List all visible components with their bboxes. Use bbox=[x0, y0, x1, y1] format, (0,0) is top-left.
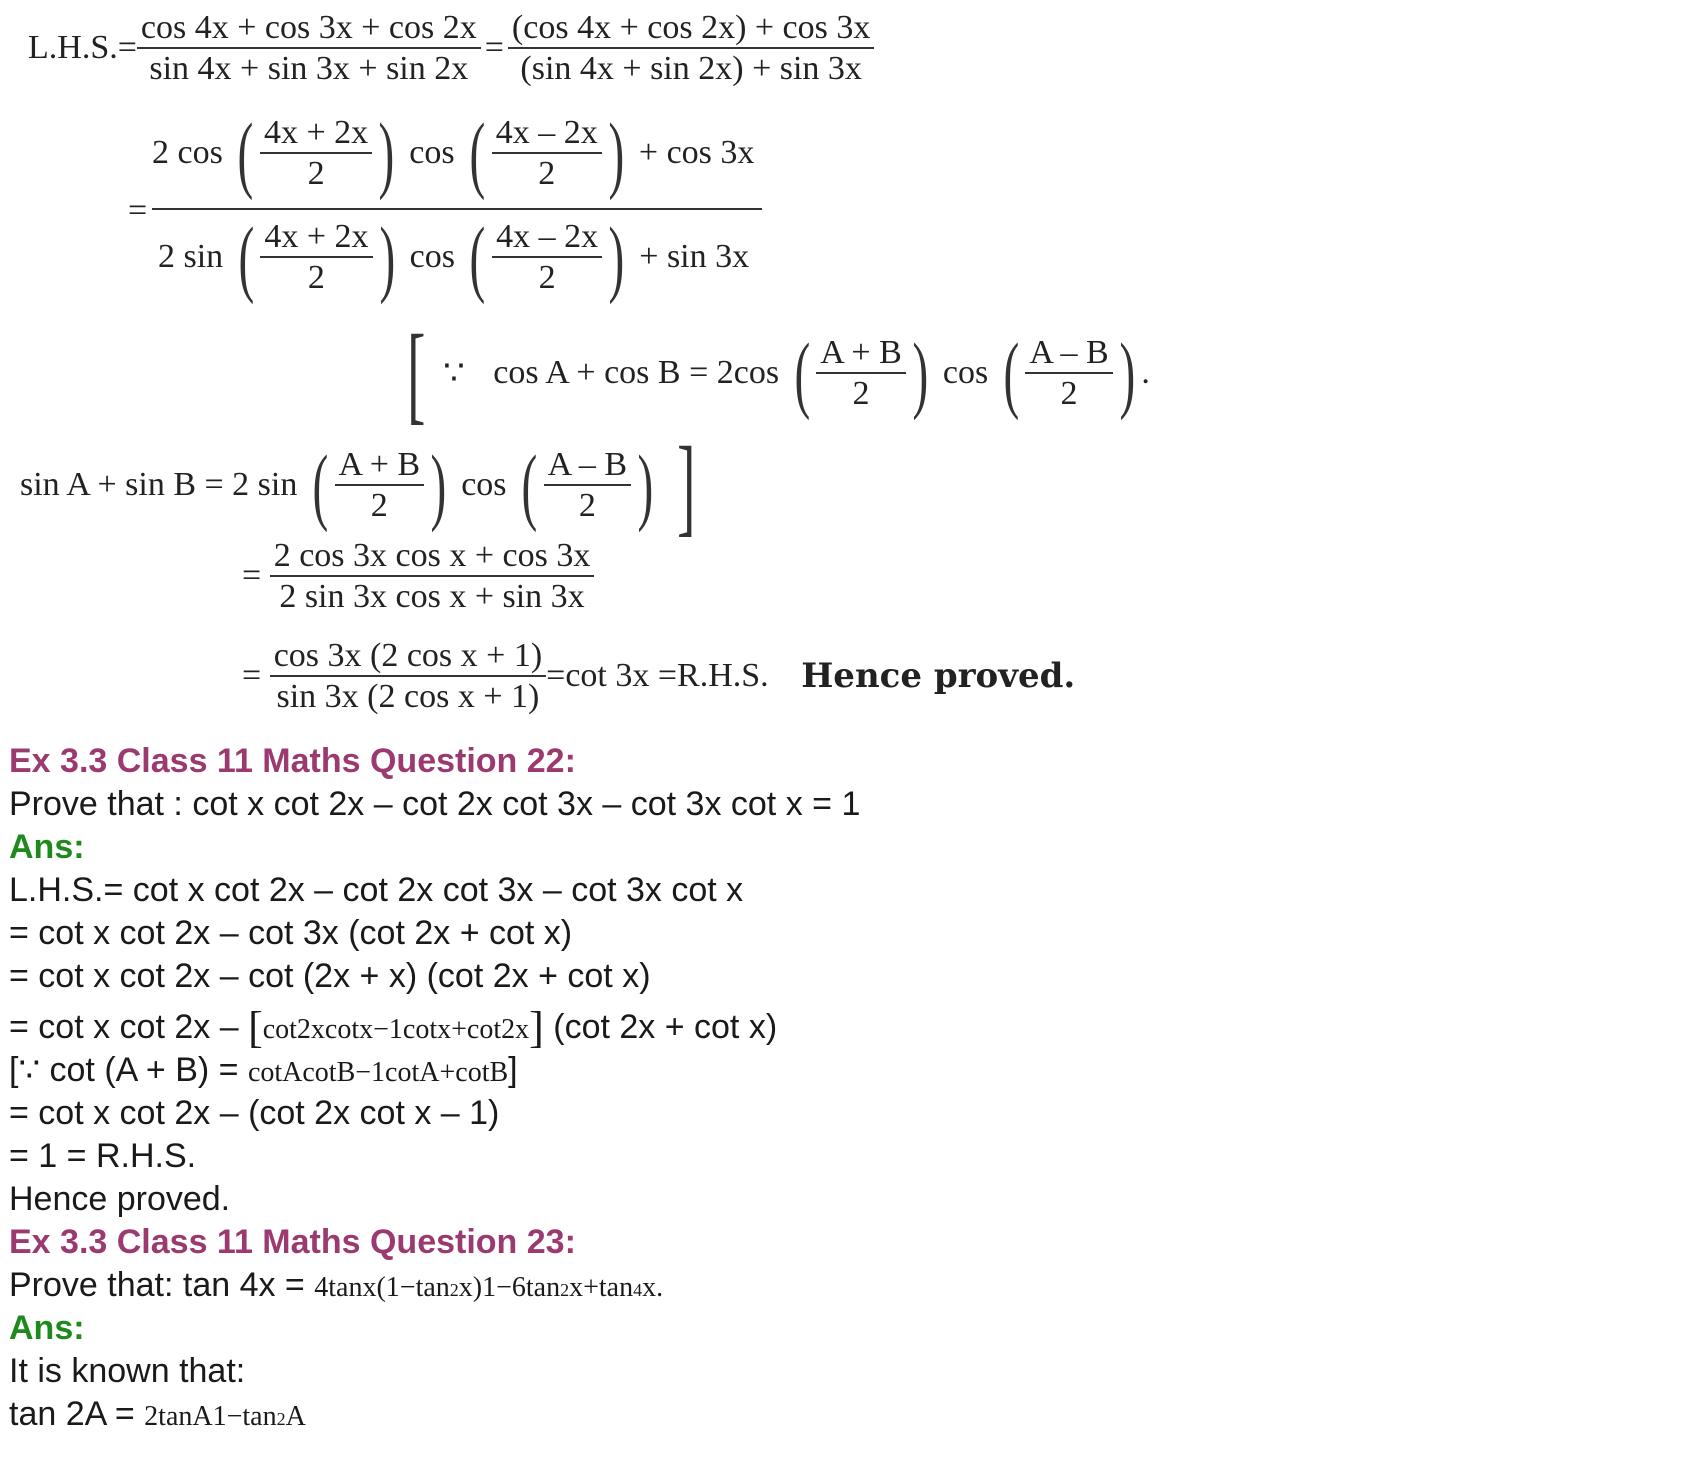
fraction-2-denominator: (sin 4x + sin 2x) + sin 3x bbox=[508, 47, 874, 88]
fraction-4-denominator: sin 3x (2 cos x + 1) bbox=[270, 675, 546, 716]
paren-close-icon: ) bbox=[637, 437, 654, 533]
equals-sign: = bbox=[128, 192, 148, 229]
q22-line-4 bbox=[9, 1002, 777, 1053]
q22-line-8: Hence proved. bbox=[9, 1180, 231, 1218]
paren-open-icon: ( bbox=[794, 325, 810, 421]
q22-line-5 bbox=[9, 1050, 518, 1090]
q23-line-2-pre: tan 2A = bbox=[9, 1395, 145, 1433]
frac-b-num: 4x – 2x bbox=[495, 113, 598, 151]
paren-open-icon: ( bbox=[521, 437, 538, 533]
frac-b-num: 4x – 2x bbox=[496, 217, 599, 255]
frac-a bbox=[260, 217, 372, 297]
equals-sign: = bbox=[242, 557, 262, 595]
formula-part: x+tan bbox=[569, 1272, 634, 1303]
bracket-open-icon: [ bbox=[248, 1003, 263, 1052]
lhs-label: L.H.S.= bbox=[28, 29, 137, 67]
formula-part: x)1−6tan bbox=[458, 1272, 561, 1303]
q23-line-2-formula bbox=[144, 1401, 306, 1432]
identity1-frac1-den: 2 bbox=[816, 372, 906, 413]
identity2-lhs: sin A + sin B = 2 sin bbox=[20, 466, 298, 503]
identity2-frac2-den: 2 bbox=[544, 484, 631, 525]
identity2-frac1-num: A + B bbox=[338, 445, 421, 483]
q23-line-2 bbox=[9, 1395, 306, 1434]
equals-sign: = bbox=[484, 29, 504, 67]
den-lead: 2 sin bbox=[158, 238, 224, 275]
q22-line-5-post: ] bbox=[508, 1051, 518, 1089]
paren-open-icon: ( bbox=[238, 209, 254, 305]
fraction-3 bbox=[270, 536, 595, 616]
paren-open-icon: ( bbox=[237, 105, 254, 201]
paren-close-icon: ) bbox=[912, 325, 928, 421]
frac-a bbox=[260, 113, 372, 193]
frac-a-num: 4x + 2x bbox=[264, 217, 369, 255]
q22-line-7: = 1 = R.H.S. bbox=[9, 1137, 197, 1175]
q22-line-6: = cot x cot 2x – (cot 2x cot x – 1) bbox=[9, 1094, 500, 1132]
paren-open-icon: ( bbox=[469, 209, 486, 305]
q23-statement-pre: Prove that: tan 4x = bbox=[9, 1266, 315, 1304]
formula-exponent: 2 bbox=[560, 1280, 570, 1300]
bracket-close-icon: ] bbox=[529, 1003, 544, 1052]
paren-open-icon: ( bbox=[1003, 325, 1019, 421]
identity-sin-sum bbox=[20, 424, 705, 546]
bracket-open-icon: [ bbox=[407, 312, 426, 434]
big-fraction-denominator bbox=[158, 209, 768, 305]
formula-exponent: 4 bbox=[633, 1280, 643, 1300]
paren-open-icon: ( bbox=[469, 105, 486, 201]
q22-statement: Prove that : cot x cot 2x – cot 2x cot 3x – cot 3x cot x = 1 bbox=[9, 785, 861, 823]
step-fraction-3 bbox=[242, 536, 594, 616]
identity2-frac1-den: 2 bbox=[335, 484, 425, 525]
cos-word: cos bbox=[461, 466, 507, 503]
because-icon: ∵ bbox=[443, 355, 465, 392]
q22-line-3: = cot x cot 2x – cot (2x + x) (cot 2x + cot x) bbox=[9, 957, 651, 995]
fraction-2 bbox=[508, 8, 874, 88]
q22-heading: Ex 3.3 Class 11 Maths Question 22: bbox=[9, 742, 576, 780]
q23-statement-formula bbox=[314, 1272, 663, 1303]
paren-close-icon: ) bbox=[1119, 325, 1135, 421]
paren-close-icon: ) bbox=[608, 209, 625, 305]
frac-b bbox=[492, 113, 602, 193]
paren-close-icon: ) bbox=[378, 209, 395, 305]
num-tail: + cos 3x bbox=[638, 134, 755, 171]
formula-exponent: 2 bbox=[276, 1409, 286, 1429]
q23-ans-label: Ans: bbox=[9, 1309, 85, 1347]
q22-ans-label: Ans: bbox=[9, 828, 85, 866]
big-fraction-numerator bbox=[152, 105, 762, 201]
q22-line-4-pre: = cot x cot 2x – bbox=[9, 1008, 249, 1046]
fraction-3-denominator: 2 sin 3x cos x + sin 3x bbox=[270, 575, 595, 616]
period: . bbox=[1141, 354, 1150, 391]
lhs-block bbox=[28, 8, 874, 88]
fraction-4-numerator: cos 3x (2 cos x + 1) bbox=[273, 637, 543, 674]
q23-line-1: It is known that: bbox=[9, 1352, 246, 1390]
identity2-frac2 bbox=[544, 445, 631, 525]
frac-a-den: 2 bbox=[260, 256, 372, 297]
paren-close-icon: ) bbox=[608, 105, 624, 201]
num-lead: 2 cos bbox=[152, 134, 223, 171]
paren-close-icon: ) bbox=[378, 105, 395, 201]
cos-word: cos bbox=[409, 238, 455, 275]
q22-line-5-pre: [∵ cot (A + B) = bbox=[9, 1051, 248, 1089]
frac-b-den: 2 bbox=[492, 256, 602, 297]
q22-line-2: = cot x cot 2x – cot 3x (cot 2x + cot x) bbox=[9, 914, 573, 952]
bracket-close-icon: ] bbox=[677, 424, 696, 546]
q22-line-1: L.H.S.= cot x cot 2x – cot 2x cot 3x – cot 3x cot x bbox=[9, 871, 744, 909]
q22-line-4-post: (cot 2x + cot x) bbox=[543, 1008, 778, 1046]
identity-cos-sum bbox=[398, 312, 1150, 434]
identity2-frac1 bbox=[335, 445, 425, 525]
q22-line-4-formula: cot2xcotx−1cotx+cot2x bbox=[262, 1014, 530, 1045]
formula-part: x. bbox=[642, 1272, 664, 1303]
fraction-1-numerator: cos 4x + cos 3x + cos 2x bbox=[140, 9, 477, 46]
den-tail: + sin 3x bbox=[639, 238, 750, 275]
identity1-frac2-den: 2 bbox=[1025, 372, 1112, 413]
identity1-frac1 bbox=[816, 333, 906, 413]
q23-heading: Ex 3.3 Class 11 Maths Question 23: bbox=[9, 1223, 576, 1261]
cos-word: cos bbox=[942, 354, 989, 391]
identity1-frac2-num: A – B bbox=[1029, 333, 1109, 371]
formula-exponent: 2 bbox=[449, 1280, 459, 1300]
result-text: =cot 3x =R.H.S. bbox=[546, 657, 769, 695]
step-fraction-4 bbox=[242, 636, 1075, 716]
identity1-frac1-num: A + B bbox=[820, 333, 902, 371]
paren-open-icon: ( bbox=[312, 437, 329, 533]
fraction-1-denominator: sin 4x + sin 3x + sin 2x bbox=[137, 47, 481, 88]
formula-part: A bbox=[285, 1401, 306, 1432]
frac-a-num: 4x + 2x bbox=[263, 113, 369, 151]
identity2-frac2-num: A – B bbox=[547, 445, 628, 483]
frac-b bbox=[492, 217, 602, 297]
identity1-frac2 bbox=[1025, 333, 1112, 413]
q23-statement bbox=[9, 1266, 663, 1305]
formula-part: 2tanA1−tan bbox=[144, 1401, 277, 1432]
formula-part: 4tanx(1−tan bbox=[314, 1272, 450, 1303]
identity1-lhs: cos A + cos B = 2cos bbox=[493, 354, 780, 391]
q22-line-5-formula: cotAcotB−1cotA+cotB bbox=[247, 1057, 509, 1088]
cos-word: cos bbox=[409, 134, 455, 171]
fraction-3-numerator: 2 cos 3x cos x + cos 3x bbox=[273, 537, 591, 574]
hence-proved-bold: Hence proved. bbox=[801, 656, 1076, 697]
fraction-2-numerator: (cos 4x + cos 2x) + cos 3x bbox=[511, 9, 871, 46]
fraction-1 bbox=[137, 8, 481, 88]
paren-close-icon: ) bbox=[430, 437, 447, 533]
frac-a-den: 2 bbox=[260, 152, 372, 193]
equals-sign: = bbox=[242, 657, 262, 695]
fraction-4 bbox=[270, 636, 546, 716]
frac-b-den: 2 bbox=[492, 152, 602, 193]
